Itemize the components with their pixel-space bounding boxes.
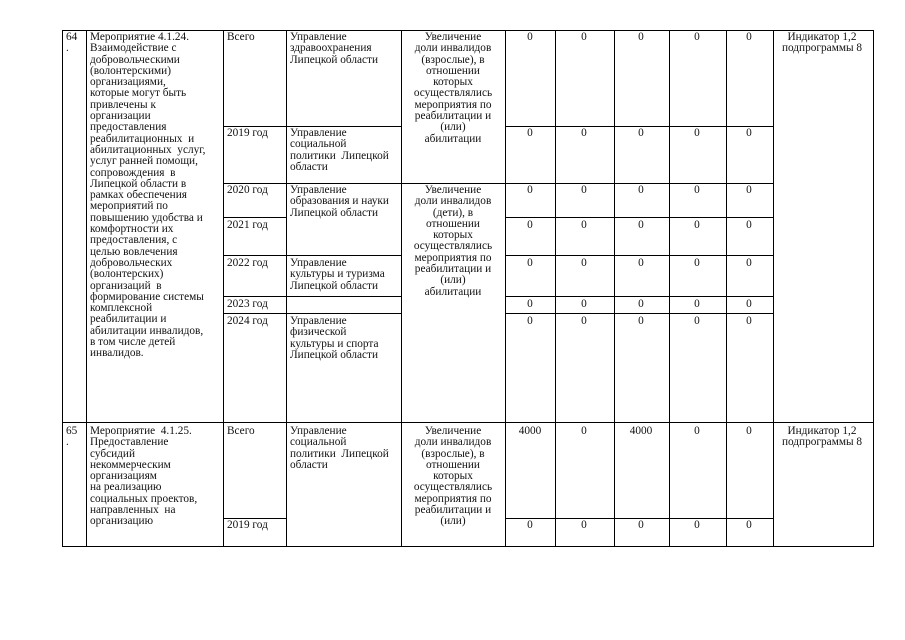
- value-cell: 0: [746, 298, 752, 310]
- value-cell: 0: [746, 425, 752, 437]
- note-64: Индикатор 1,2 подпрограммы 8: [781, 31, 863, 55]
- grid-line: [555, 30, 556, 547]
- year-2021: 2021 год: [227, 219, 268, 231]
- executor-sport: Управление физической культуры и спорта Липецкой области: [290, 315, 379, 361]
- value-cell: 0: [746, 219, 752, 231]
- year-2022: 2022 год: [227, 257, 268, 269]
- value-cell: 0: [746, 184, 752, 196]
- grid-line: [86, 30, 87, 547]
- indicator-children: Увеличение доли инвалидов (дети), в отношении которых осуществлялись мероприятия по реабилитации и (или) абилитации: [413, 184, 493, 298]
- grid-line: [223, 313, 402, 314]
- grid-line: [223, 217, 287, 218]
- grid-line: [62, 30, 63, 547]
- value-cell: 0: [581, 519, 587, 531]
- year-total: Всего: [227, 31, 255, 43]
- value-cell: 0: [527, 298, 533, 310]
- value-cell: 0: [527, 184, 533, 196]
- indicator-adults-65: Увеличение доли инвалидов (взрослые), в отношении которых осуществлялись мероприятия по реабилитации и (или): [413, 425, 493, 528]
- indicator-adults: Увеличение доли инвалидов (взрослые), в отношении которых осуществлялись мероприятия по реабилитации и (или) абилитации: [413, 31, 493, 145]
- value-cell: 0: [694, 519, 700, 531]
- event-text-4-1-25: Мероприятие 4.1.25. Предоставление субсидий некоммерческим организациям на реализацию социальных проектов, направленных на организацию: [90, 425, 198, 528]
- grid-line: [873, 30, 874, 547]
- value-cell: 0: [694, 184, 700, 196]
- value-cell: 0: [527, 219, 533, 231]
- grid-line: [669, 30, 670, 547]
- value-cell: 0: [581, 127, 587, 139]
- value-cell: 0: [638, 31, 644, 43]
- executor-education: Управление образования и науки Липецкой области: [290, 184, 389, 219]
- value-cell: 0: [581, 31, 587, 43]
- grid-line: [286, 30, 287, 547]
- value-cell: 0: [746, 127, 752, 139]
- value-cell: 0: [746, 31, 752, 43]
- value-cell: 0: [694, 425, 700, 437]
- year-2019: 2019 год: [227, 127, 268, 139]
- year-2024: 2024 год: [227, 315, 268, 327]
- value-cell: 0: [638, 127, 644, 139]
- value-cell: 0: [638, 298, 644, 310]
- value-cell: 0: [581, 425, 587, 437]
- value-cell: 0: [527, 31, 533, 43]
- grid-line: [614, 30, 615, 547]
- note-65: Индикатор 1,2 подпрограммы 8: [781, 425, 863, 449]
- value-cell: 0: [581, 219, 587, 231]
- value-cell: 0: [527, 127, 533, 139]
- value-cell: 0: [581, 184, 587, 196]
- value-cell: 0: [694, 257, 700, 269]
- value-cell: 0: [746, 315, 752, 327]
- grid-line: [401, 30, 402, 547]
- value-cell: 0: [638, 219, 644, 231]
- value-cell: 0: [527, 519, 533, 531]
- grid-line: [726, 30, 727, 547]
- value-cell: 0: [746, 257, 752, 269]
- value-cell: 4000: [518, 425, 542, 437]
- grid-line: [223, 30, 224, 547]
- value-cell: 0: [638, 315, 644, 327]
- grid-line: [505, 30, 506, 547]
- value-cell: 0: [694, 219, 700, 231]
- value-cell: 0: [638, 184, 644, 196]
- executor-social-65: Управление социальной политики Липецкой области: [290, 425, 389, 471]
- grid-line: [223, 296, 402, 297]
- grid-line: [62, 422, 874, 423]
- value-cell: 0: [638, 257, 644, 269]
- value-cell: 0: [746, 519, 752, 531]
- grid-line: [62, 546, 874, 547]
- grid-line: [505, 313, 774, 314]
- grid-line: [505, 217, 774, 218]
- year-2020: 2020 год: [227, 184, 268, 196]
- grid-line: [505, 296, 774, 297]
- value-cell: 0: [581, 257, 587, 269]
- event-text-4-1-24: Мероприятие 4.1.24. Взаимодействие с добровольческими (волонтерскими) организациями, которые могут быть привлечены к организации предоставления реабилитационных и абилитационных услуг, услуг ранней помощи, сопровождения в Липецкой области в рамках обеспечения мероприятий по повышению удобства и комфортности их предоставления, с целью вовлечения добровольческих (волонтерских) организаций в формирование системы комплексной реабилитации и абилитации инвалидов, в том числе детей инвалидов.: [90, 31, 206, 360]
- value-cell: 0: [527, 315, 533, 327]
- row-number-65: 65 .: [66, 425, 78, 449]
- value-cell: 0: [694, 127, 700, 139]
- value-cell: 0: [694, 298, 700, 310]
- year-2019-65: 2019 год: [227, 519, 268, 531]
- value-cell: 0: [694, 31, 700, 43]
- year-total-65: Всего: [227, 425, 255, 437]
- grid-line: [505, 255, 774, 256]
- executor-culture: Управление культуры и туризма Липецкой области: [290, 257, 385, 292]
- row-number-64: 64 .: [66, 31, 78, 55]
- value-cell: 4000: [629, 425, 653, 437]
- grid-line: [223, 255, 402, 256]
- year-2023: 2023 год: [227, 298, 268, 310]
- value-cell: 0: [638, 519, 644, 531]
- value-cell: 0: [527, 257, 533, 269]
- value-cell: 0: [581, 298, 587, 310]
- executor-health: Управление здравоохранения Липецкой области: [290, 31, 379, 66]
- value-cell: 0: [694, 315, 700, 327]
- executor-social: Управление социальной политики Липецкой области: [290, 127, 389, 173]
- value-cell: 0: [581, 315, 587, 327]
- grid-line: [773, 30, 774, 547]
